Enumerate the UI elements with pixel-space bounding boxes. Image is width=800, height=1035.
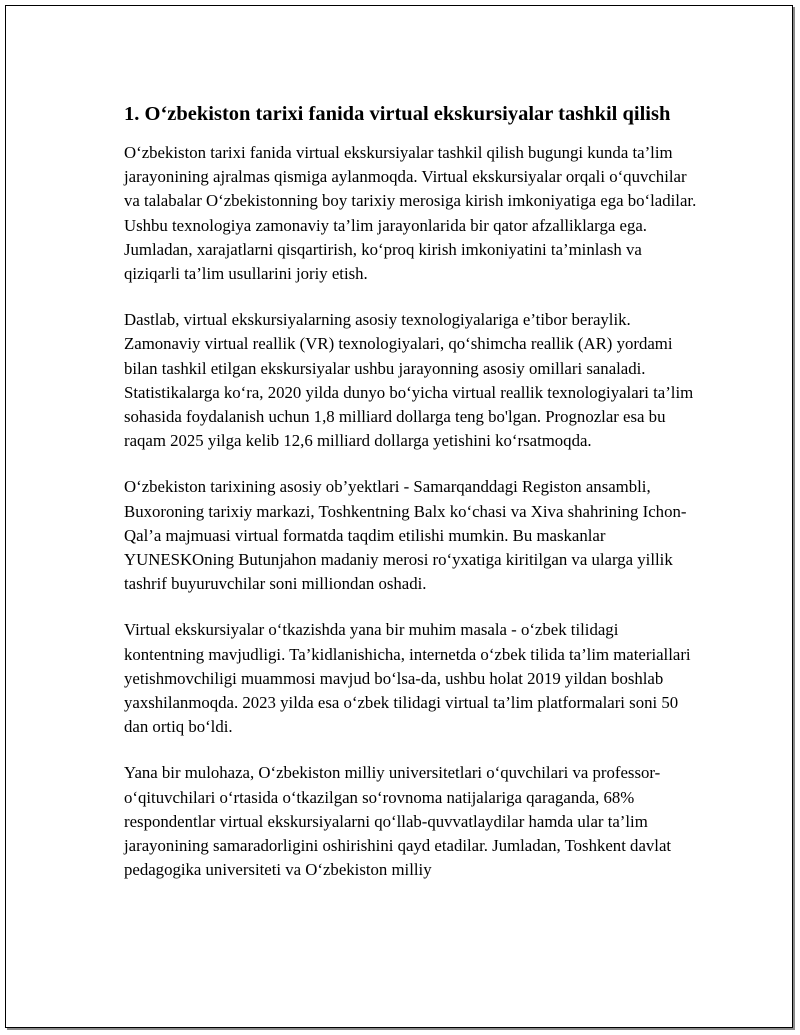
- document-body: [124, 100, 699, 904]
- page-frame: [5, 5, 793, 1028]
- paragraph-1: O‘zbekiston tarixi fanida virtual ekskursiyalar tashkil qilish bugungi kunda ta’lim jarayonining ajralmas qismiga aylanmoqda. Virtual ekskursiyalar orqali o‘quvchilar va talabalar O‘zbekistonning boy tarixiy merosiga kirish imkoniyatiga ega bo‘ladilar. Ushbu texnologiya zamonaviy ta’lim jarayonlarida bir qator afzalliklarga ega. Jumladan, xarajatlarni qisqartirish, ko‘proq kirish imkoniyatini ta’minlash va qiziqarli ta’lim usullarini joriy etish.: [124, 143, 697, 284]
- paragraph-5: Yana bir mulohaza, O‘zbekiston milliy universitetlari o‘quvchilari va professor-o‘qituvchilari o‘rtasida o‘tkazilgan so‘rovnoma natijalariga qaraganda, 68% respondentlar virtual ekskursiyalarni qo‘llab-quvvatlaydilar hamda ular ta’lim jarayonining samaradorligini oshirishini qayd etadilar. Jumladan, Toshkent davlat pedagogika universiteti va O‘zbekiston milliy: [124, 763, 672, 880]
- document-title: 1. O‘zbekiston tarixi fanida virtual ekskursiyalar tashkil qilish: [124, 103, 671, 125]
- paragraph-4: Virtual ekskursiyalar o‘tkazishda yana bir muhim masala - o‘zbek tilidagi kontentning mavjudligi. Ta’kidlanishicha, internetda o‘zbek tilida ta’lim materiallari yetishmovchiligi muammosi mavjud bo‘lsa-da, ushbu holat 2019 yildan boshlab yaxshilanmoqda. 2023 yilda esa o‘zbek tilidagi virtual ta’lim platformalari soni 50 dan ortiq bo‘ldi.: [124, 620, 691, 737]
- paragraph-2: Dastlab, virtual ekskursiyalarning asosiy texnologiyalariga e’tibor beraylik. Zamonaviy virtual reallik (VR) texnologiyalari, qo‘shimcha reallik (AR) yordami bilan tashkil etilgan ekskursiyalar ushbu jarayonning asosiy omillari sanaladi. Statistikalarga ko‘ra, 2020 yilda dunyo bo‘yicha virtual reallik texnologiyalari ta’lim sohasida foydalanish uchun 1,8 milliard dollarga teng bo'lgan. Prognozlar esa bu raqam 2025 yilga kelib 12,6 milliard dollarga yetishini ko‘rsatmoqda.: [124, 310, 694, 451]
- paragraph-3: O‘zbekiston tarixining asosiy ob’yektlari - Samarqanddagi Registon ansambli, Buxoroning tarixiy markazi, Toshkentning Balx ko‘chasi va Xiva shahrining Ichon-Qal’a majmuasi virtual formatda taqdim etilishi mumkin. Bu maskanlar YUNESKOning Butunjahon madaniy merosi ro‘yxatiga kiritilgan va ularga yillik tashrif buyuruvchilar soni milliondan oshadi.: [124, 477, 687, 594]
